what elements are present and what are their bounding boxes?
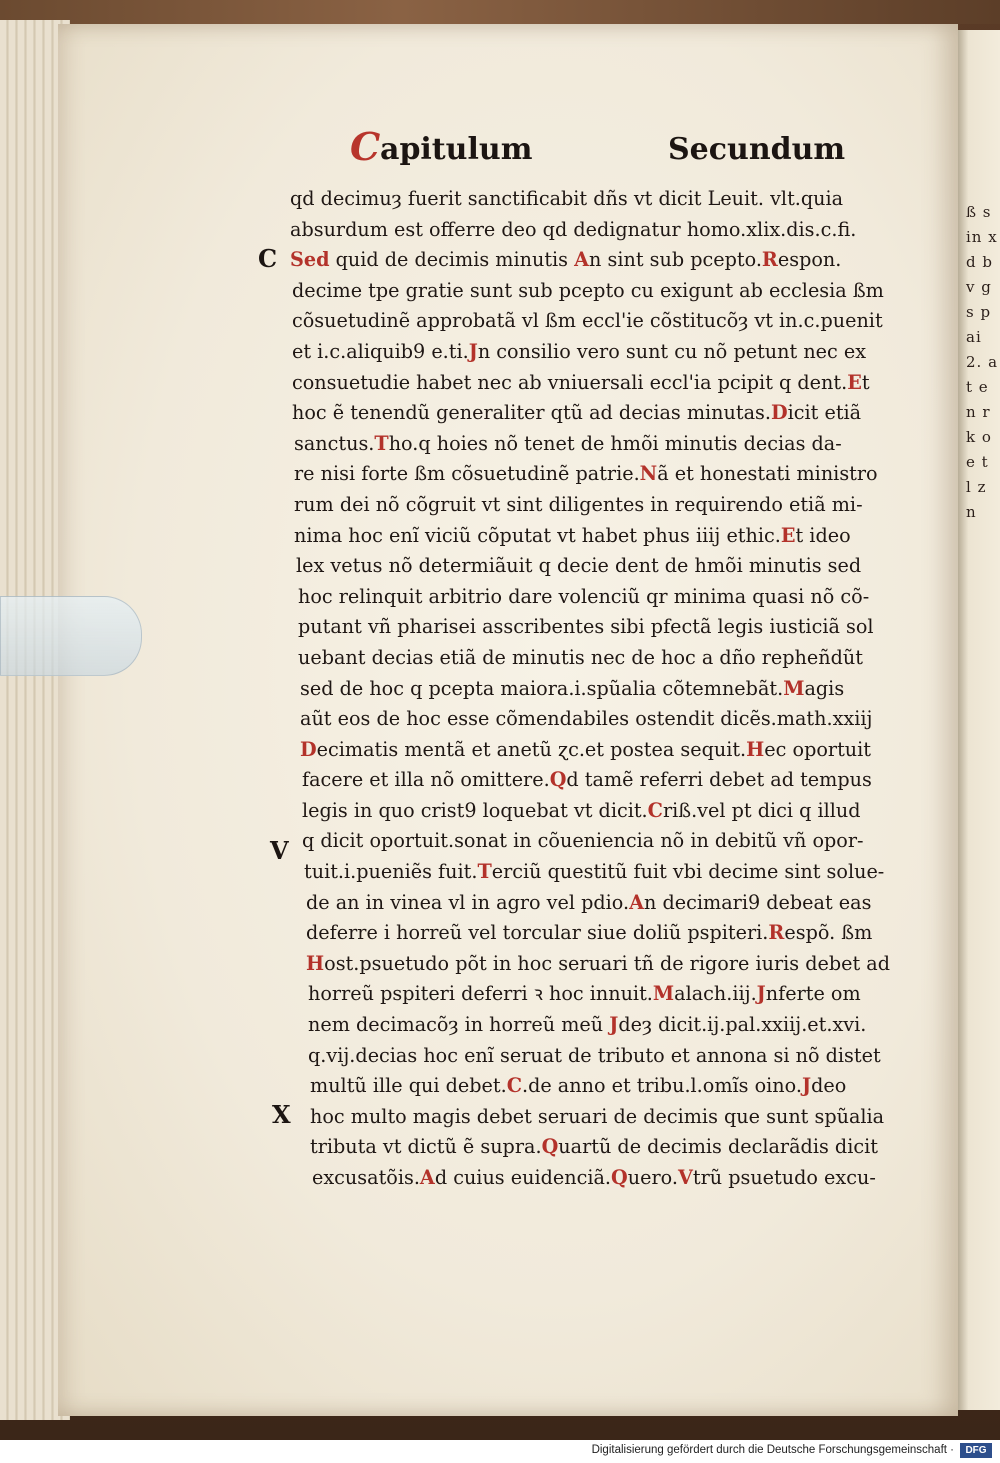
rubricated-initial: V [677,1166,693,1189]
text-line [312,1163,920,1194]
text-span: agis [804,676,845,700]
text-span: et i.c.aliquib9 e.ti. [292,339,469,363]
text-span: n sint sub pcepto. [589,248,762,272]
rubricated-initial: E [780,523,796,547]
text-line [306,918,920,949]
text-span: q dicit oportuit.sonat in cõueniencia nõ in debitũ vñ opor- [302,829,864,853]
heading-word-secundum: Secundum [668,132,846,167]
text-span: decime tpe gratie sunt sub pcepto cu exigunt ab ecclesia ßm [292,278,884,302]
rubricated-initial: N [639,462,658,486]
text-span: t ideo [795,523,851,547]
text-span: de an in vinea vl in agro vel pdio. [306,890,630,914]
rubricated-initial: J [468,339,478,363]
text-span: hoc relinquit arbitrio dare volenciũ qr minima quasi nõ cõ- [298,584,870,608]
rubricated-initial: H [746,737,765,761]
rubricated-initial: J [609,1013,619,1037]
text-line [294,521,920,552]
footer-bar [0,1440,1000,1463]
facing-page-edge [958,30,1000,1410]
chapter-heading [350,124,846,180]
heading-initial: C [350,124,381,169]
margin-letter-c: C [258,244,278,273]
text-line [292,368,920,399]
text-span: n decimari9 debeat eas [644,890,872,914]
text-span: d tamẽ referri debet ad tempus [566,768,872,792]
rubricated-initial: Q [611,1166,628,1189]
text-span: legis in quo crist9 loquebat vt dicit. [302,798,648,822]
text-line [308,1010,920,1041]
text-span: facere et illa nõ omittere. [302,768,550,792]
text-line [306,888,920,919]
text-span: hoc ẽ tenendũ generaliter qtũ ad decias minutas. [292,401,771,425]
text-line [294,429,920,460]
margin-letter-v: V [270,836,289,865]
text-line [296,551,920,582]
rubricated-initial: Sed [290,248,330,272]
text-span: q.vij.decias hoc enĩ seruat de tributo et annona si nõ distet [308,1043,881,1067]
text-span: ec oportuit [764,737,871,761]
text-span: uartũ de decimis declarãdis dicit [558,1135,878,1159]
rubricated-initial: J [801,1074,812,1098]
text-line [302,826,920,857]
text-span: deo [811,1074,847,1098]
text-line [302,765,920,796]
text-span: cõsuetudinẽ approbatã vl ßm eccl'ie cõstitucõȝ vt in.c.puenit [292,309,883,333]
text-span: n consilio vero sunt cu nõ petunt nec ex [477,339,867,363]
text-span: icit etiã [787,401,862,425]
rubricated-initial: E [847,370,862,394]
text-span: horreũ pspiteri deferri ꝛ hoc innuit. [308,982,653,1006]
text-span: riß.vel pt dici q illud [662,798,861,822]
rubricated-initial: D [770,401,788,425]
text-span: rum dei nõ cõgruit vt sint diligentes in requirendo etiã mi- [294,492,863,516]
rubricated-initial: A [574,248,590,272]
text-line [298,612,920,643]
text-span: ho.q hoies nõ tenet de hmõi minutis decias da- [388,431,842,455]
text-line [292,337,920,368]
rubricated-initial: A [419,1166,435,1189]
text-span: espõ. ßm [784,921,873,945]
dfg-logo: DFG [960,1443,992,1458]
text-span: nem decimacõȝ in horreũ meũ [308,1013,610,1037]
text-line [290,184,920,215]
text-span: deȝ dicit.ij.pal.xxiij.et.xvi. [618,1013,867,1037]
text-span: putant vñ pharisei asscribentes sibi pfectã legis iusticiã sol [298,615,874,639]
text-line [294,459,920,490]
page-marker-clip [0,596,142,676]
text-line [302,796,920,827]
body-text [290,184,930,1194]
rubricated-initial: Q [549,768,567,792]
rubricated-initial: H [306,951,325,975]
text-line [300,735,920,766]
text-line [290,245,920,276]
text-line [298,643,920,674]
text-line [292,276,920,307]
text-span: nima hoc enĩ viciũ cõputat vt habet phus iiij ethic. [294,523,781,547]
text-span: alach.iij. [674,982,757,1006]
text-span: consuetudie habet nec ab vniuersali eccl'ia pcipit q dent. [292,370,848,394]
rubricated-initial: R [761,248,778,272]
text-line [310,1102,920,1133]
text-span: uebant decias etiã de minutis nec de hoc a dño repheñdũt [298,645,863,669]
rubricated-initial: C [647,798,663,822]
book-binding-top [0,0,1000,24]
rubricated-initial: M [652,982,675,1006]
rubricated-initial: D [300,737,317,761]
text-line [292,306,920,337]
text-span: quid de decimis minutis [329,248,575,272]
rubricated-initial: T [477,860,492,884]
rubricated-initial: M [783,676,805,700]
text-line [308,1041,920,1072]
text-span: ost.psuetudo põt in hoc seruari tñ de rigore iuris debet ad [324,951,891,975]
text-span: lex vetus nõ determiãuit q decie dent de hmõi minutis sed [296,554,862,578]
text-line [290,215,920,246]
text-span: uero. [627,1166,678,1189]
text-span: .de anno et tribu.l.omĩs oino. [521,1074,802,1098]
text-span: multũ ille qui debet. [310,1074,507,1098]
rubricated-initial: Q [541,1135,559,1159]
text-line [298,582,920,613]
text-line [304,857,920,888]
text-line [300,704,920,735]
text-span: d cuius euidenciã. [434,1166,612,1189]
text-span: espon. [777,248,842,272]
facing-page-fragment: ß s in x d b v g s p ai 2. a t e n r k o e t l z n [966,203,999,521]
text-span: qd decimuȝ fuerit sanctificabit dñs vt dicit [290,187,708,210]
text-span: deferre i horreũ vel torcular siue doliũ pspiteri. [306,921,769,945]
text-span: nferte om [765,982,861,1006]
text-line [306,949,920,980]
text-span: re nisi forte ßm cõsuetudinẽ patrie. [294,462,640,486]
text-span: erciũ questitũ fuit vbi decime sint solue- [491,860,885,884]
text-span: ecimatis mentã et anetũ ɀc.et postea sequit. [316,737,747,761]
text-span: sanctus. [294,431,375,455]
heading-word-capitulum: apitulum [380,132,533,167]
rubricated-initial: R [768,921,785,945]
text-span: t [861,370,870,394]
text-line [308,979,920,1010]
text-span: excusatõis. [312,1166,420,1189]
text-span: absurdum est offerre deo qd dedignatur homo.xlix.dis.c.fi. [290,217,857,241]
rubricated-initial: C [506,1074,522,1098]
text-span: trũ psuetudo excu- [692,1166,876,1189]
text-span: hoc multo magis debet seruari de decimis que sunt spũalia [310,1104,885,1128]
text-span: ã et honestati ministro [657,462,878,486]
text-span: sed de hoc q pcepta maiora.i.spũalia cõtemnebãt. [300,676,784,700]
text-line [292,398,920,429]
text-line [294,490,920,521]
text-span: aũt eos de hoc esse cõmendabiles ostendit dicẽs.math.xxiij [300,707,873,731]
rubricated-initial: A [629,890,645,914]
funding-credit: Digitalisierung gefördert durch die Deutsche Forschungsgemeinschaft · [591,1444,954,1456]
text-line [310,1132,920,1163]
text-span: tuit.i.pueniẽs fuit. [304,860,478,884]
rubricated-initial: T [374,431,389,455]
text-span: tributa vt dictũ ẽ supra. [310,1135,542,1159]
text-line [310,1071,920,1102]
text-span: Leuit. vlt.quia [707,187,844,210]
margin-letter-x: X [272,1100,291,1129]
rubricated-initial: J [756,982,766,1006]
text-line [300,674,920,705]
